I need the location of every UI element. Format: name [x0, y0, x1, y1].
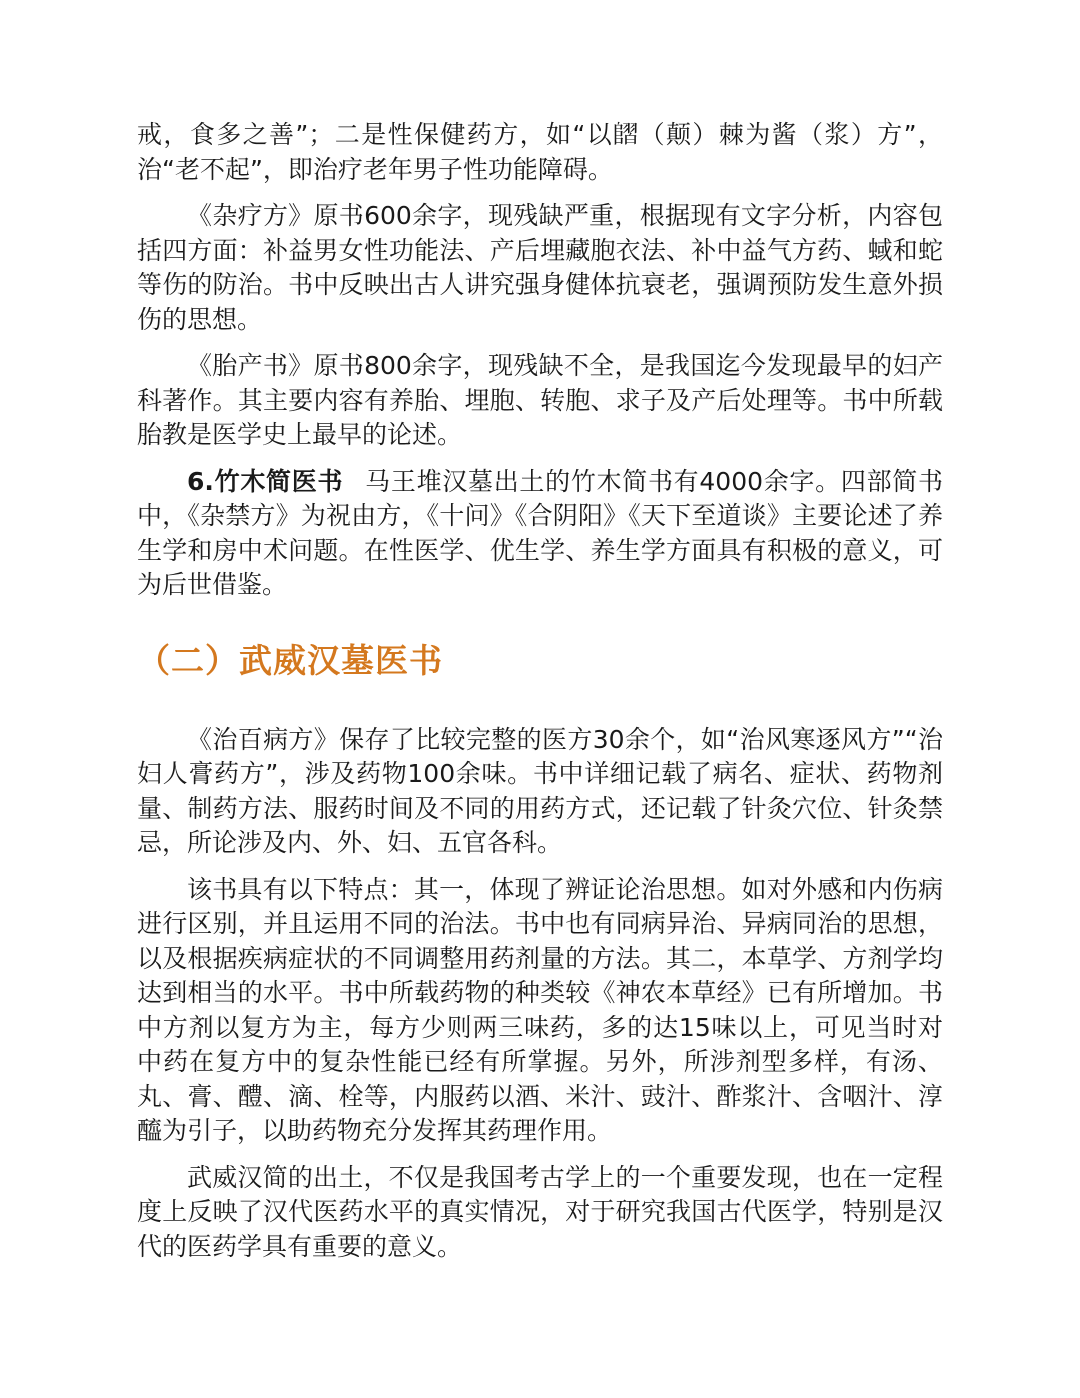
paragraph-zhibaibingfang: 《治百病方》保存了比较完整的医方30余个，如“治风寒逐风方”“治妇人膏药方”，涉及药物100余味。书中详细记载了病名、症状、药物剂量、制药方法、服药时间及不同的用药方式，还记载了针灸穴位、针灸禁忌，所论涉及内、外、妇、五官各科。 [137, 724, 943, 857]
bamboo-books-text: 马王堆汉墓出土的竹木简书有4000余字。四部简书中，《杂禁方》为祝由方，《十问》《合阴阳》《天下至道谈》主要论述了养生学和房中术问题。在性医学、优生学、养生学方面具有积极的意义，可为后世借鉴。 [137, 466, 943, 599]
paragraph-taichanshu: 《胎产书》原书800余字，现残缺不全，是我国迄今发现最早的妇产科著作。其主要内容有养胎、埋胞、转胞、求子及产后处理等。书中所载胎教是医学史上最早的论述。 [137, 351, 943, 449]
paragraph-continued: 戒，食多之善”；二是性保健药方，如“以𨻿（颠）棘为酱（浆）方”，治“老不起”，即治疗老年男子性功能障碍。 [137, 120, 943, 184]
paragraph-features: 该书具有以下特点：其一，体现了辨证论治思想。如对外感和内伤病进行区别，并且运用不同的治法。书中也有同病异治、异病同治的思想，以及根据疾病症状的不同调整用药剂量的方法。其二，本草学、方剂学均达到相当的水平。书中所载药物的种类较《神农本草经》已有所增加。书中方剂以复方为主，每方少则两三味药，多的达15味以上，可见当时对中药在复方中的复杂性能已经有所掌握。另外，所涉剂型多样，有汤、丸、膏、醴、滴、栓等，内服药以酒、米汁、豉汁、酢浆汁、含咽汁、淳醯为引子，以助药物充分发挥其药理作用。 [137, 874, 943, 1145]
paragraph-zaliaofang: 《杂疗方》原书600余字，现残缺严重，根据现有文字分析，内容包括四方面：补益男女性功能法、产后埋藏胞衣法、补中益气方药、蜮和蛇等伤的防治。书中反映出古人讲究强身健体抗衰老，强调预防发生意外损伤的思想。 [137, 201, 943, 334]
paragraph-significance: 武威汉简的出土，不仅是我国考古学上的一个重要发现，也在一定程度上反映了汉代医药水平的真实情况，对于研究我国古代医学，特别是汉代的医药学具有重要的意义。 [137, 1162, 943, 1261]
paragraph-bamboo-books [137, 465, 943, 603]
bamboo-books-subheading: 6.竹木简医书 [187, 466, 344, 496]
document-page [137, 118, 943, 1276]
section-heading-wuwei: （二）武威汉墓医书 [137, 640, 443, 680]
